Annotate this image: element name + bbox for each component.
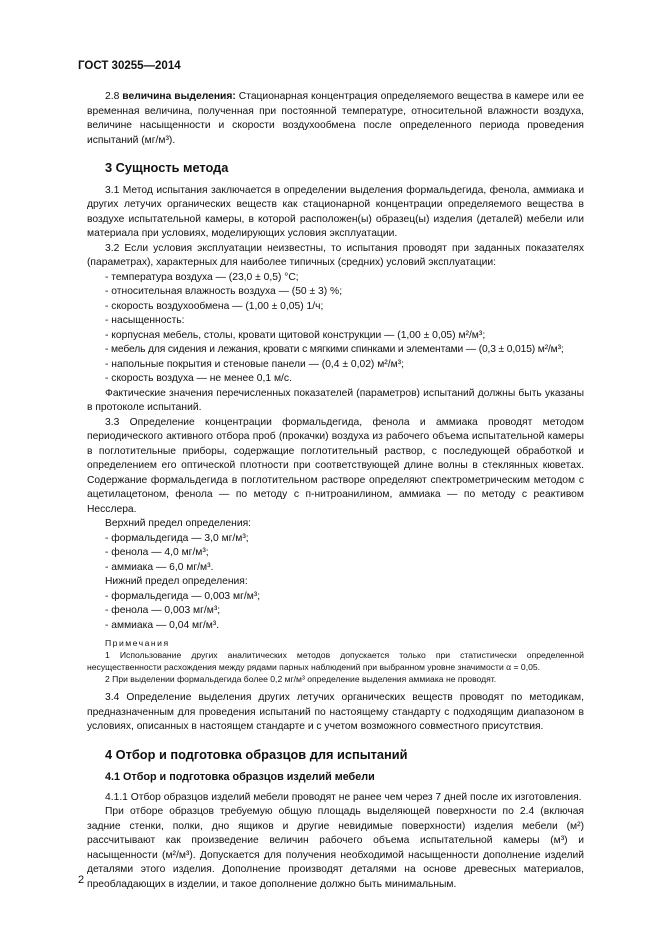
- list-item: - мебель для сидения и лежания, кровати с мягкими спинками и элементами — (0,3 ± 0,015) м²/м³;: [105, 344, 564, 355]
- clause-2-8: [87, 90, 584, 148]
- paragraph-3-4: 3.4 Определение выделения других летучих органических веществ проводят по методикам, предназначенным для проведения испытаний по настоящему стандарту с подходящим диапазоном в условиях, описанных в настоящем стандарте и с учетом возможного совместного присутствия.: [87, 692, 584, 732]
- paragraph-actual-values: Фактические значения перечисленных показателей (параметров) испытаний должны быть указаны в протоколе испытаний.: [87, 387, 584, 413]
- clause-term: величина выделения:: [122, 91, 236, 102]
- upper-limit-title: Верхний предел определения:: [105, 518, 252, 529]
- lower-limit-title: Нижний предел определения:: [105, 576, 248, 587]
- list-item: - формальдегида — 0,003 мг/м³;: [105, 590, 261, 602]
- list-item: - аммиака — 6,0 мг/м³.: [105, 561, 214, 573]
- list-item: - скорость воздухообмена — (1,00 ± 0,05) 1/ч;: [105, 300, 324, 312]
- list-item: - формальдегида — 3,0 мг/м³;: [105, 532, 249, 544]
- page-content: [87, 90, 584, 892]
- paragraph-area: При отборе образцов требуемую общую площадь выделяющей поверхности по 2.4 (включая задние стенки, полки, дно ящиков и другие невидимые поверхности) изделия мебели (м²) рассчитывают как произведение величин рабочего объема испытательной камеры (м³) и насыщенности (м²/м³). Допускается для получения необходимой насыщенности дополнение изделий деталями этого изделия. Дополнение производят деталями на основе древесных материалов, преобладающих в изделии, и такое дополнение должно быть минимальным.: [87, 806, 584, 890]
- notes-block: [87, 637, 584, 685]
- clause-number: 2.8: [105, 91, 120, 102]
- list-item: - аммиака — 0,04 мг/м³.: [105, 619, 220, 631]
- list-item: - относительная влажность воздуха — (50 ± 3) %;: [105, 286, 343, 297]
- section-4-title: 4 Отбор и подготовка образцов для испытаний: [105, 746, 408, 762]
- page-number: 2: [78, 874, 85, 886]
- note-item: 1 Использование других аналитических методов допускается только при статистически определенной несущественности расхождения между рядами парных наблюдений при выбранном уровне значимости α = 0,05.: [87, 650, 584, 672]
- notes-title: Примечания: [105, 638, 170, 648]
- list-item: - корпусная мебель, столы, кровати щитовой конструкции — (1,00 ± 0,05) м²/м³;: [105, 329, 486, 341]
- note-item: 2 При выделении формальдегида более 0,2 мг/м³ определение выделения аммиака не проводят.: [105, 674, 497, 684]
- list-item: - напольные покрытия и стеновые панели — (0,4 ± 0,02) м²/м³;: [105, 358, 404, 370]
- list-item: - фенола — 4,0 мг/м³;: [105, 547, 209, 558]
- page-header: ГОСТ 30255—2014: [78, 60, 181, 72]
- list-item: - скорость воздуха — не менее 0,1 м/с.: [105, 373, 292, 384]
- list-item: - фенола — 0,003 мг/м³;: [105, 605, 221, 616]
- paragraph-3-1: 3.1 Метод испытания заключается в определении выделения формальдегида, фенола, аммиака и других летучих органических веществ как стационарной концентрации определяемого вещества в воздухе испытательной камеры, в которой расположен(ы) образец(ы) изделия (деталей) мебели или материала при условиях, моделирующих условия эксплуатации.: [87, 184, 584, 239]
- list-item: - насыщенность:: [105, 315, 185, 326]
- clause-text: Стационарная концентрация определяемого вещества в камере или ее временная величина, полученная при постоянной температуре, относительной влажности воздуха, величине насыщенности и скорости воздухообмена после определенного периода проведения испытаний (мг/м³).: [87, 91, 584, 146]
- subsection-4-1-title: 4.1 Отбор и подготовка образцов изделий мебели: [105, 771, 375, 783]
- section-3-title: 3 Сущность метода: [105, 160, 229, 175]
- list-item: - температура воздуха — (23,0 ± 0,5) °С;: [105, 271, 299, 283]
- paragraph-3-2: 3.2 Если условия эксплуатации неизвестны, то испытания проводят при заданных показателях (параметрах), характерных для наиболее типичных (средних) условий эксплуатации:: [87, 242, 584, 268]
- paragraph-4-1-1: 4.1.1 Отбор образцов изделий мебели проводят не ранее чем через 7 дней после их изготовления.: [105, 791, 582, 803]
- paragraph-3-3: 3.3 Определение концентрации формальдегида, фенола и аммиака проводят методом периодического активного отбора проб (прокачки) воздуха из рабочего объема испытательной камеры в поглотительные приборы, содержащие поглотительный раствор, с последующей обработкой и определением его оптической плотности при соответствующей длине волны в стеклянных кюветах. Содержание формальдегида в поглотительном растворе определяют спектрометрическим методом с ацетилацетоном, фенола — по методу с п-нитроанилином, аммиака — по методу с реактивом Несслера.: [87, 416, 584, 515]
